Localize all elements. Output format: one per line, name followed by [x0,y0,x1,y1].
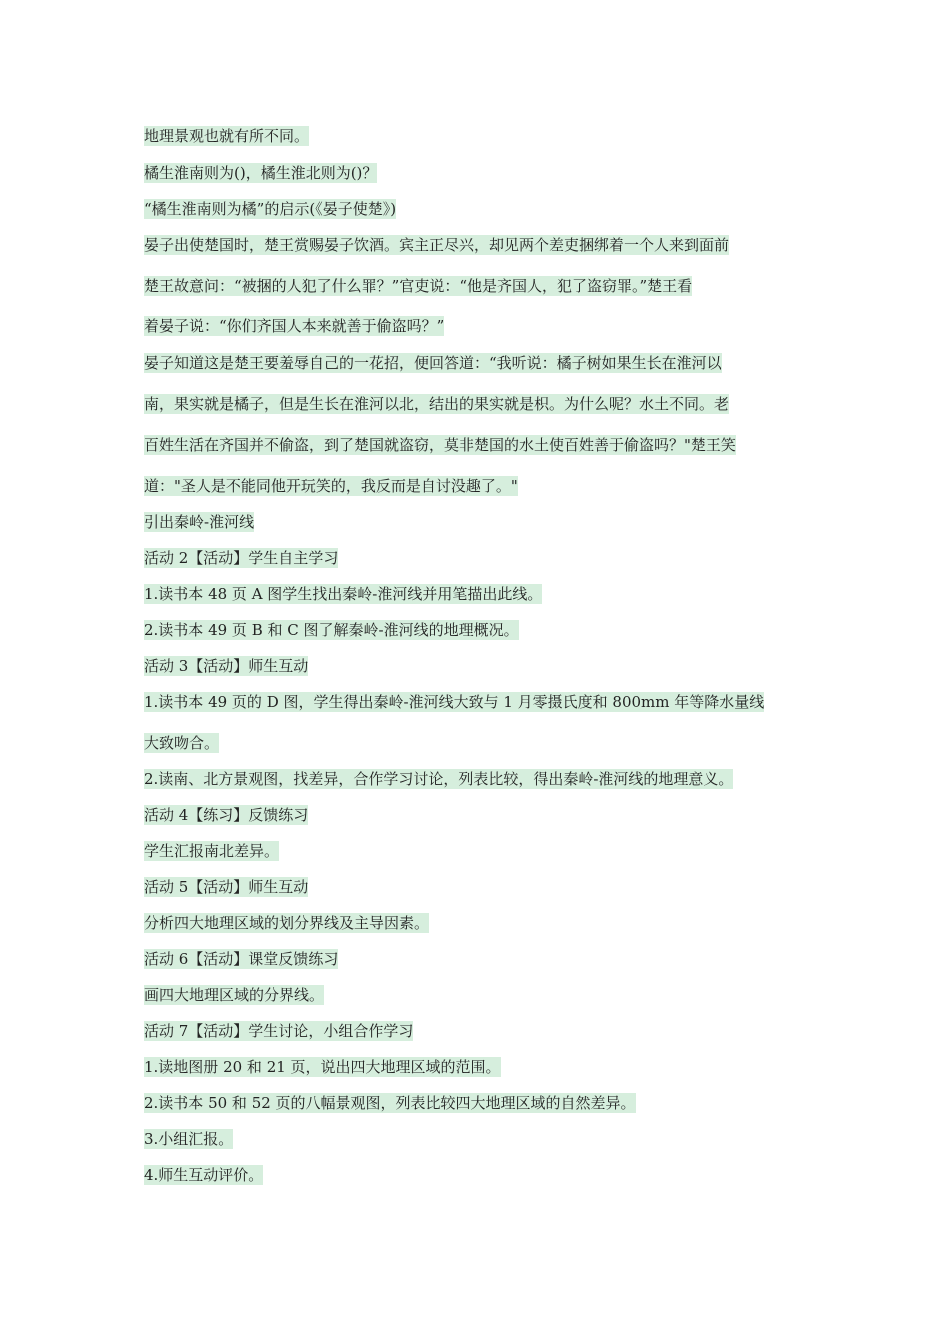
text-line-9 [144,433,736,457]
text-line-3 [144,197,396,221]
highlighted-text: 画四大地理区域的分界线。 [144,986,325,1004]
text-line-25 [144,1019,413,1043]
highlighted-text: 大致吻合。 [144,734,220,752]
highlighted-text: 2.读南、北方景观图，找差异，合作学习讨论，列表比较，得出秦岭-淮河线的地理意义。 [144,770,734,788]
highlighted-text: 南，果实就是橘子，但是生长在淮河以北，结出的果实就是枳。为什么呢？水土不同。老 [144,395,730,413]
highlighted-text: 楚王故意问：“被捆的人犯了什么罪？”官吏说：“他是齐国人，犯了盗窃罪。”楚王看 [144,277,693,295]
highlighted-text: 活动 2【活动】学生自主学习 [144,549,339,567]
text-line-5 [144,274,692,298]
text-line-29 [144,1163,263,1187]
text-line-17 [144,731,219,755]
text-line-6 [144,314,444,338]
text-line-7 [144,351,722,375]
highlighted-text: 活动 5【活动】师生互动 [144,878,309,896]
highlighted-text: 1.读书本 48 页 A 图学生找出秦岭-淮河线并用笔描出此线。 [144,585,543,603]
highlighted-text: 道："圣人是不能同他开玩笑的，我反而是自讨没趣了。" [144,477,518,495]
highlighted-text: 活动 7【活动】学生讨论，小组合作学习 [144,1022,414,1040]
text-line-23 [144,947,338,971]
highlighted-text: 引出秦岭-淮河线 [144,513,255,531]
text-line-26 [144,1055,501,1079]
highlighted-text: 学生汇报南北差异。 [144,842,280,860]
highlighted-text: “橘生淮南则为橘”的启示(《晏子使楚》) [144,200,397,218]
highlighted-text: 百姓生活在齐国并不偷盗，到了楚国就盗窃，莫非楚国的水土使百姓善于偷盗吗？"楚王笑 [144,436,736,454]
highlighted-text: 2.读书本 50 和 52 页的八幅景观图，列表比较四大地理区域的自然差异。 [144,1094,636,1112]
text-line-28 [144,1127,233,1151]
highlighted-text: 着晏子说：“你们齐国人本来就善于偷盗吗？” [144,317,445,335]
text-line-16 [144,690,764,714]
highlighted-text: 晏子知道这是楚王要羞辱自己的一花招，便回答道：“我听说：橘子树如果生长在淮河以 [144,354,722,372]
highlighted-text: 2.读书本 49 页 B 和 C 图了解秦岭-淮河线的地理概况。 [144,621,519,639]
text-line-21 [144,875,308,899]
text-line-24 [144,983,324,1007]
text-line-12 [144,546,338,570]
highlighted-text: 橘生淮南则为()，橘生淮北则为()？ [144,164,378,182]
highlighted-text: 活动 4【练习】反馈练习 [144,806,309,824]
highlighted-text: 4.师生互动评价。 [144,1166,264,1184]
text-line-13 [144,582,542,606]
text-line-11 [144,510,254,534]
highlighted-text: 活动 3【活动】师生互动 [144,657,309,675]
text-line-20 [144,839,279,863]
text-line-8 [144,392,729,416]
text-line-2 [144,161,377,185]
text-line-19 [144,803,308,827]
text-line-15 [144,654,308,678]
highlighted-text: 3.小组汇报。 [144,1130,234,1148]
text-line-27 [144,1091,636,1115]
text-line-14 [144,618,519,642]
text-line-10 [144,474,518,498]
text-line-22 [144,911,429,935]
highlighted-text: 晏子出使楚国时，楚王赏赐晏子饮酒。宾主正尽兴，却见两个差吏捆绑着一个人来到面前 [144,236,730,254]
highlighted-text: 活动 6【活动】课堂反馈练习 [144,950,339,968]
highlighted-text: 分析四大地理区域的划分界线及主导因素。 [144,914,430,932]
text-line-1 [144,124,309,148]
text-line-18 [144,767,733,791]
highlighted-text: 1.读地图册 20 和 21 页，说出四大地理区域的范围。 [144,1058,501,1076]
text-line-4 [144,233,729,257]
highlighted-text: 1.读书本 49 页的 D 图，学生得出秦岭-淮河线大致与 1 月零摄氏度和 800mm 年等降水量线 [144,693,765,711]
highlighted-text: 地理景观也就有所不同。 [144,127,310,145]
